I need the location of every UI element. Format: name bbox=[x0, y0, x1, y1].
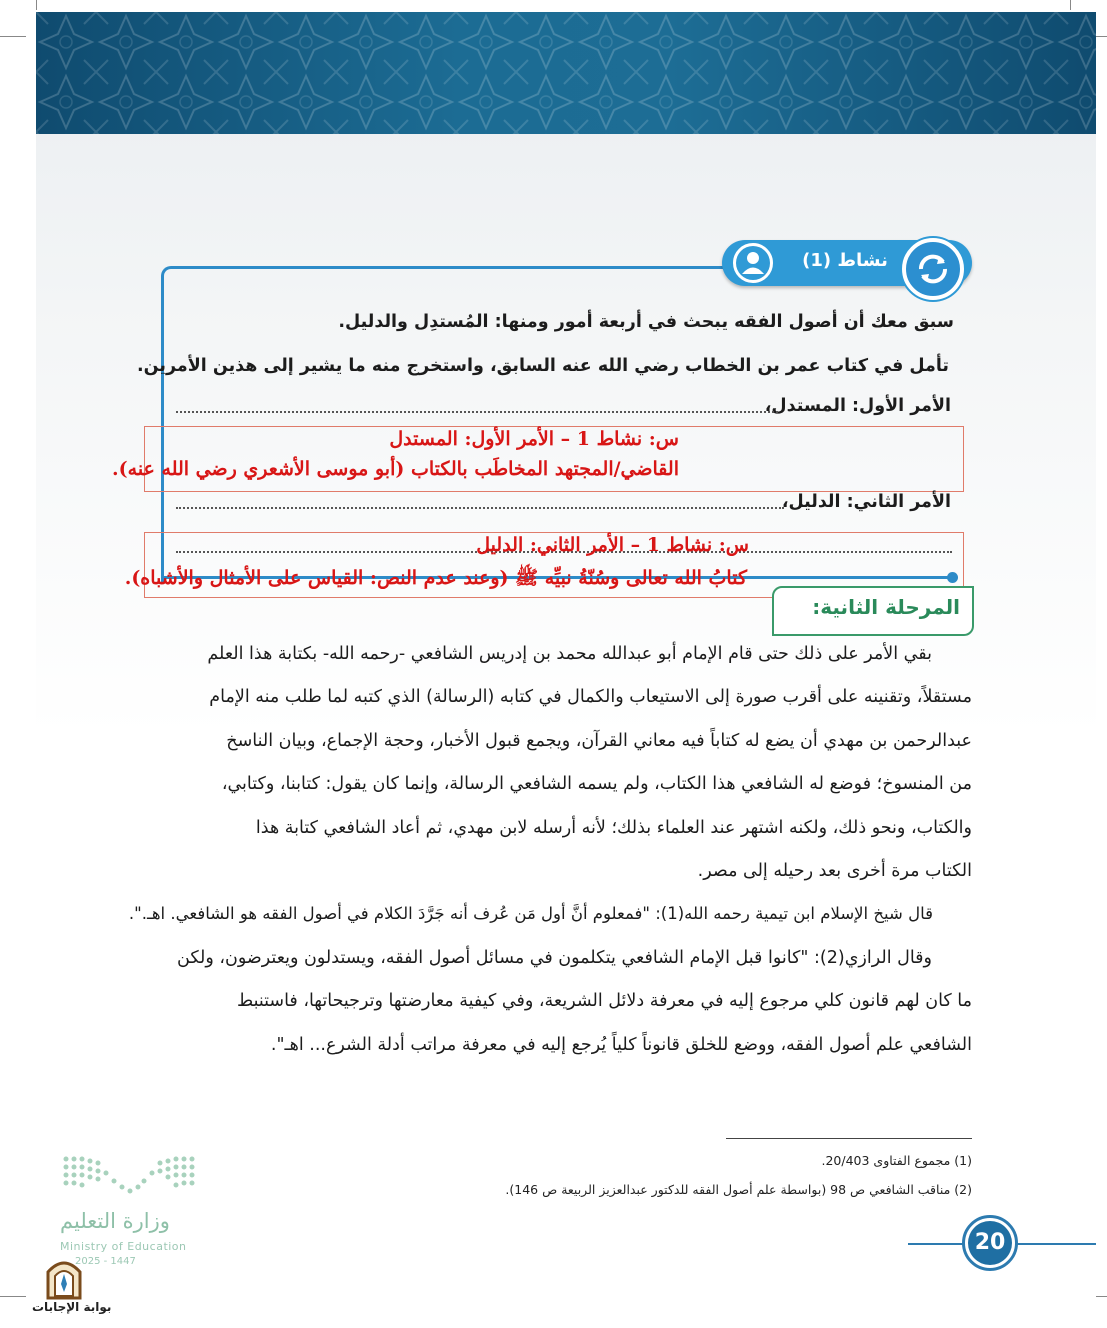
stage-heading: المرحلة الثانية: bbox=[812, 595, 960, 619]
banner-pattern bbox=[36, 12, 1096, 134]
crop-mark bbox=[0, 36, 26, 37]
site-logo-icon bbox=[42, 1256, 86, 1300]
footnote-rule bbox=[726, 1138, 972, 1139]
user-icon bbox=[730, 240, 776, 286]
second-item-label: الأمر الثاني: الدليل، bbox=[781, 492, 951, 512]
crop-mark bbox=[1070, 0, 1071, 10]
body-line: الكتاب مرة أخرى بعد رحيله إلى مصر. bbox=[697, 861, 972, 881]
activity-title: نشاط (1) bbox=[802, 250, 888, 271]
ministry-logo-icon bbox=[62, 1155, 196, 1197]
second-answer-text: كتابُ الله تعالى وسُنّةُ نبيِّه ﷺ (وعند عدم النص: القياس على الأمثال والأشباه). bbox=[124, 567, 747, 589]
site-name: بوابة الإجابات bbox=[32, 1300, 112, 1314]
first-answer-text: القاضي/المجتهد المخاطَب بالكتاب (أبو موسى الأشعري رضي الله عنه). bbox=[112, 458, 679, 480]
crop-mark bbox=[36, 0, 37, 10]
razi-quote-line: وقال الرازي(2): "كانوا قبل الإمام الشافعي يتكلمون في مسائل أصول الفقه، ويستدلون ويعترضون، ولكن bbox=[177, 948, 932, 968]
crop-mark bbox=[0, 1296, 26, 1297]
razi-quote-line: الشافعي علم أصول الفقه، ووضع للخلق قانوناً كلياً يُرجع إليه في معرفة مراتب أدلة الشرع... اهـ". bbox=[270, 1035, 972, 1055]
first-item-label: الأمر الأول: المستدل، bbox=[764, 396, 951, 416]
body-line: مستقلاً، وتقنينه على أقرب صورة إلى الاستيعاب والكمال في كتابه (الرسالة) الذي كتبه لما طلب منه الإمام bbox=[209, 687, 972, 707]
ministry-year: 2025 - 1447 bbox=[75, 1256, 136, 1267]
page-number-line bbox=[908, 1243, 964, 1245]
ibn-taymiyyah-quote: قال شيخ الإسلام ابن تيمية رحمه الله(1): "فمعلوم أنَّ أول مَن عُرف أنه جَرَّدَ الكلام في أصول الفقه هو الشافعي. اهـ.". bbox=[128, 904, 933, 923]
ministry-name-arabic: وزارة التعليم bbox=[60, 1209, 170, 1233]
activity-instruction: تأمل في كتاب عمر بن الخطاب رضي الله عنه السابق، واستخرج منه ما يشير إلى هذين الأمرين. bbox=[137, 356, 949, 376]
page-number: 20 bbox=[968, 1221, 1012, 1265]
body-line: بقي الأمر على ذلك حتى قام الإمام أبو عبدالله محمد بن إدريس الشافعي -رحمه الله- بكتابة هذا العلم bbox=[207, 644, 932, 664]
answer-line bbox=[176, 507, 784, 509]
body-line: والكتاب، ونحو ذلك، ولكنه اشتهر عند العلماء بذلك؛ لأنه أرسله لابن مهدي، ثم أعاد الشافعي كتابة هذا bbox=[255, 818, 972, 838]
second-question-label: س: نشاط 1 – الأمر الثاني: الدليل bbox=[476, 534, 749, 556]
footnote: (1) مجموع الفتاوى 20/403. bbox=[821, 1153, 972, 1168]
activity-intro: سبق معك أن أصول الفقه يبحث في أربعة أمور ومنها: المُستدِل والدليل. bbox=[338, 312, 954, 332]
page-number-line bbox=[1016, 1243, 1096, 1245]
answer-line bbox=[176, 411, 778, 413]
page-number-badge bbox=[962, 1215, 1018, 1271]
body-line: عبدالرحمن بن مهدي أن يضع له كتاباً فيه معاني القرآن، ويجمع قبول الأخبار، وحجة الإجماع، وبيان الناسخ bbox=[226, 731, 972, 751]
razi-quote-line: ما كان لهم قانون كلي مرجوع إليه في معرفة دلائل الشريعة، وفي كيفية معارضتها وترجيحاتها، فاستنبط bbox=[236, 991, 972, 1011]
page-background bbox=[36, 12, 1096, 1328]
body-line: من المنسوخ؛ فوضع له الشافعي هذا الكتاب، ولم يسمه الشافعي الرسالة، وإنما كان يقول: كتابنا، وكتابي، bbox=[221, 774, 972, 794]
header-banner bbox=[36, 12, 1096, 134]
footnote: (2) مناقب الشافعي ص 98 (بواسطة علم أصول الفقه للدكتور عبدالعزيز الربيعة ص 146). bbox=[505, 1182, 972, 1197]
stage-heading-box bbox=[772, 586, 974, 636]
first-question-label: س: نشاط 1 – الأمر الأول: المستدل bbox=[389, 428, 679, 450]
ministry-name-english: Ministry of Education bbox=[60, 1240, 187, 1253]
refresh-icon bbox=[902, 238, 964, 300]
